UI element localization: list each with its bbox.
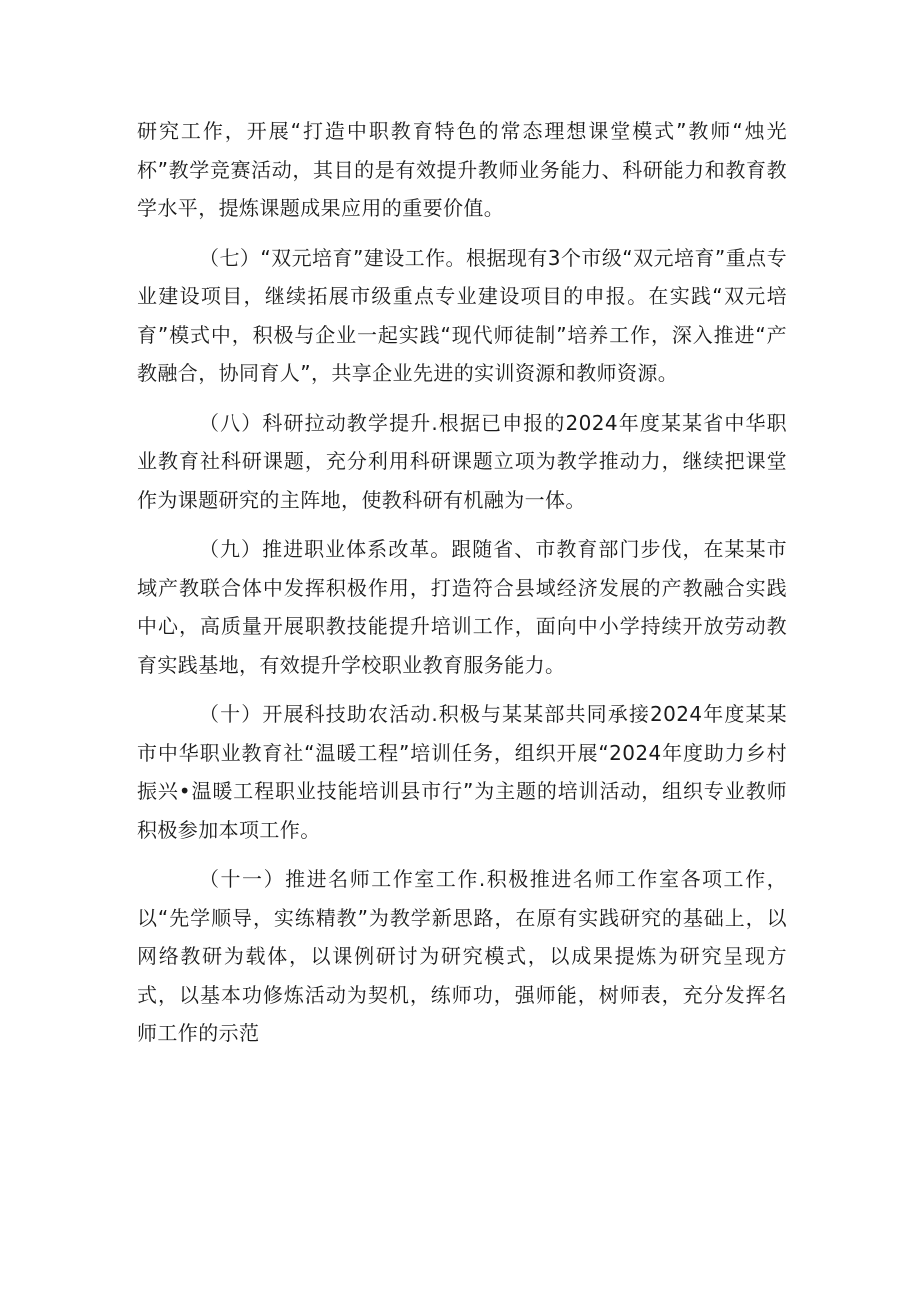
document-body	[137, 112, 787, 1064]
paragraph-eight-research-teaching: （八）科研拉动教学提升.根据已申报的2024年度某某省中华职业教育社科研课题，充分利用科研课题立项为教学推动力，继续把课堂作为课题研究的主阵地，使教科研有机融为一体。	[137, 410, 787, 512]
paragraph-continued: 研究工作，开展“打造中职教育特色的常态理想课堂模式”教师“烛光杯”教学竞赛活动，其目的是有效提升教师业务能力、科研能力和教育教学水平，提炼课题成果应用的重要价值。	[137, 119, 787, 220]
paragraph-eleven-master-studio: （十一）推进名师工作室工作.积极推进名师工作室各项工作，以“先学顺导，实练精教”为教学新思路，在原有实践研究的基础上，以网络教研为载体，以课例研讨为研究模式，以成果提炼为研究呈现方式，以基本功修炼活动为契机，练师功，强师能，树师表，充分发挥名师工作的示范	[137, 867, 787, 1045]
paragraph-seven-dual-training: （七）“双元培育”建设工作。根据现有3个市级“双元培育”重点专业建设项目，继续拓展市级重点专业建设项目的申报。在实践“双元培育”模式中，积极与企业一起实践“现代师徒制”培养工作，深入推进“产教融合，协同育人”，共享企业先进的实训资源和教师资源。	[137, 245, 787, 385]
paragraph-nine-vocational-reform: （九）推进职业体系改革。跟随省、市教育部门步伐，在某某市域产教联合体中发挥积极作用，打造符合县域经济发展的产教融合实践中心，高质量开展职教技能提升培训工作，面向中小学持续开放劳动教育实践基地，有效提升学校职业教育服务能力。	[137, 537, 787, 677]
paragraph-ten-agriculture-support: （十）开展科技助农活动.积极与某某部共同承接2024年度某某市中华职业教育社“温暖工程”培训任务，组织开展“2024年度助力乡村振兴•温暖工程职业技能培训县市行”为主题的培训活动，组织专业教师积极参加本项工作。	[137, 702, 787, 842]
